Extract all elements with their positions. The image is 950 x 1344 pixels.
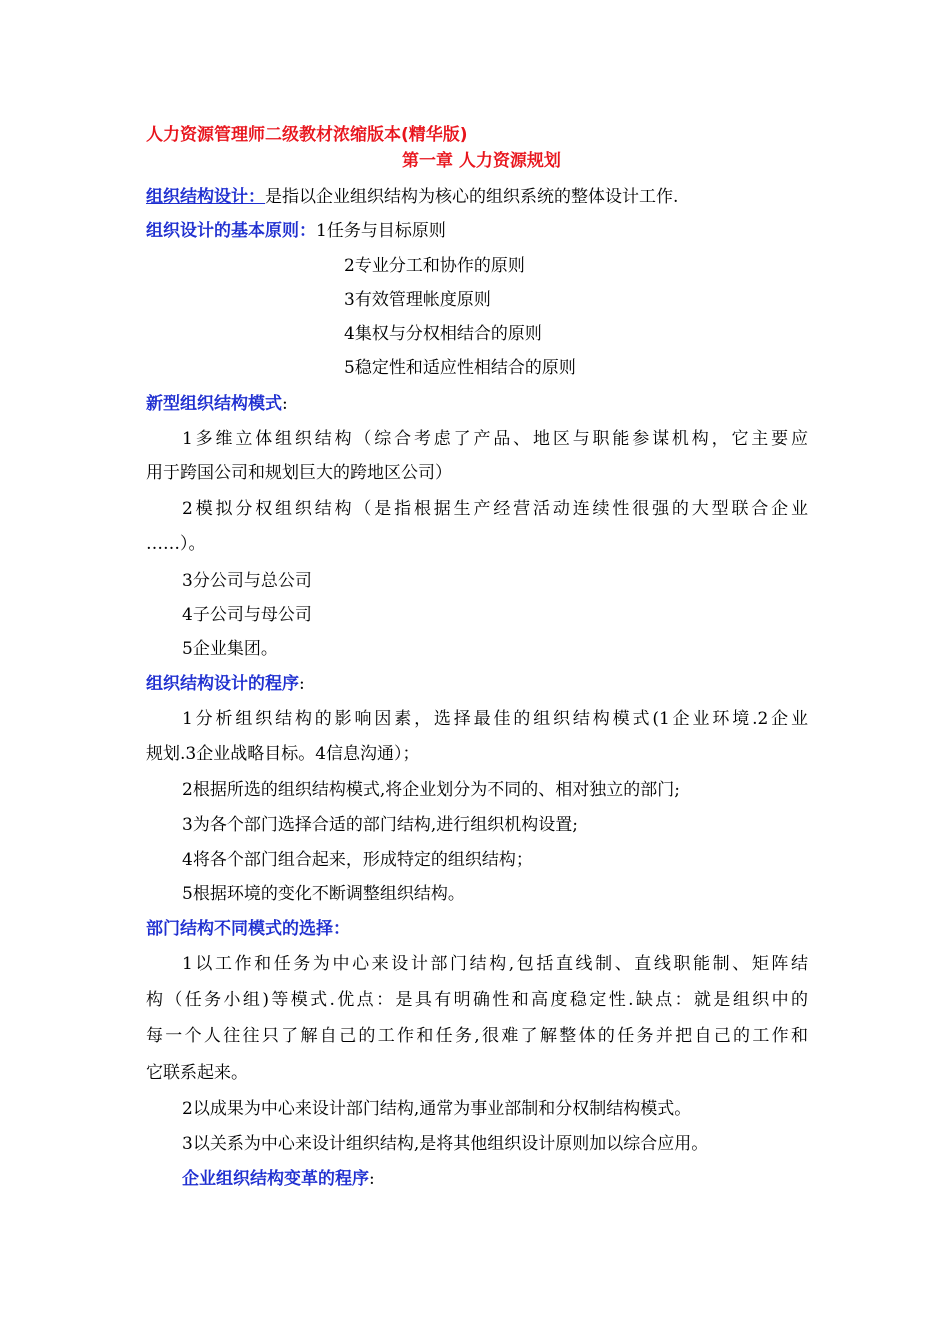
heading-colon: :: [282, 394, 288, 414]
document-title: 人力资源管理师二级教材浓缩版本(精华版): [146, 125, 468, 145]
paragraph-line: 1以工作和任务为中心来设计部门结构,包括直线制、直线职能制、矩阵结: [182, 954, 808, 974]
section-org-design-definition: [146, 186, 678, 208]
paragraph-line: 它联系起来。: [146, 1063, 248, 1083]
section-heading: 部门结构不同模式的选择：: [146, 919, 350, 939]
section-restructure-procedure: [182, 1168, 375, 1190]
section-heading: 组织结构设计：: [146, 187, 265, 207]
section-design-procedure: [146, 673, 305, 695]
section-heading: 新型组织结构模式: [146, 394, 282, 414]
paragraph-line: 规划.3企业战略目标。4信息沟通）；: [146, 744, 420, 764]
paragraph-line: 3分公司与总公司: [182, 571, 312, 591]
chapter-title: 第一章 人力资源规划: [402, 151, 561, 171]
paragraph-line: 5企业集团。: [182, 639, 278, 659]
paragraph-line: ……）。: [146, 534, 206, 554]
paragraph-line: 2模拟分权组织结构（是指根据生产经营活动连续性很强的大型联合企业: [182, 499, 808, 519]
section-design-principles: [146, 220, 446, 242]
paragraph-line: 每一个人往往只了解自己的工作和任务,很难了解整体的任务并把自己的工作和: [146, 1026, 808, 1046]
paragraph-line: 3以关系为中心来设计组织结构,是将其他组织设计原则加以综合应用。: [182, 1134, 709, 1154]
paragraph-line: 构（任务小组)等模式.优点：是具有明确性和高度稳定性.缺点：就是组织中的: [146, 990, 808, 1010]
paragraph-line: 5根据环境的变化不断调整组织结构。: [182, 884, 465, 904]
paragraph-line: 4将各个部门组合起来，形成特定的组织结构；: [182, 850, 533, 870]
principle-item: 1任务与目标原则: [316, 221, 446, 241]
paragraph-line: 2以成果为中心来设计部门结构,通常为事业部制和分权制结构模式。: [182, 1099, 692, 1119]
section-new-structure-modes: [146, 393, 288, 415]
paragraph-line: 3为各个部门选择合适的部门结构,进行组织机构设置;: [182, 815, 578, 835]
definition-text: 是指以企业组织结构为核心的组织系统的整体设计工作.: [265, 187, 679, 207]
principle-item: 4集权与分权相结合的原则: [344, 324, 542, 344]
principle-item: 5稳定性和适应性相结合的原则: [344, 358, 576, 378]
paragraph-line: 1多维立体组织结构（综合考虑了产品、地区与职能参谋机构，它主要应: [182, 429, 808, 449]
paragraph-line: 用于跨国公司和规划巨大的跨地区公司）: [146, 463, 452, 483]
paragraph-line: 4子公司与母公司: [182, 605, 312, 625]
paragraph-line: 1分析组织结构的影响因素，选择最佳的组织结构模式(1企业环境.2企业: [182, 709, 808, 729]
heading-colon: :: [299, 674, 305, 694]
heading-colon: :: [369, 1169, 375, 1189]
section-department-modes: [146, 918, 350, 940]
section-heading: 组织结构设计的程序: [146, 674, 299, 694]
paragraph-line: 2根据所选的组织结构模式,将企业划分为不同的、相对独立的部门;: [182, 780, 680, 800]
principle-item: 3有效管理帐度原则: [344, 290, 491, 310]
section-heading: 组织设计的基本原则：: [146, 221, 316, 241]
section-heading: 企业组织结构变革的程序: [182, 1169, 369, 1189]
principle-item: 2专业分工和协作的原则: [344, 256, 525, 276]
